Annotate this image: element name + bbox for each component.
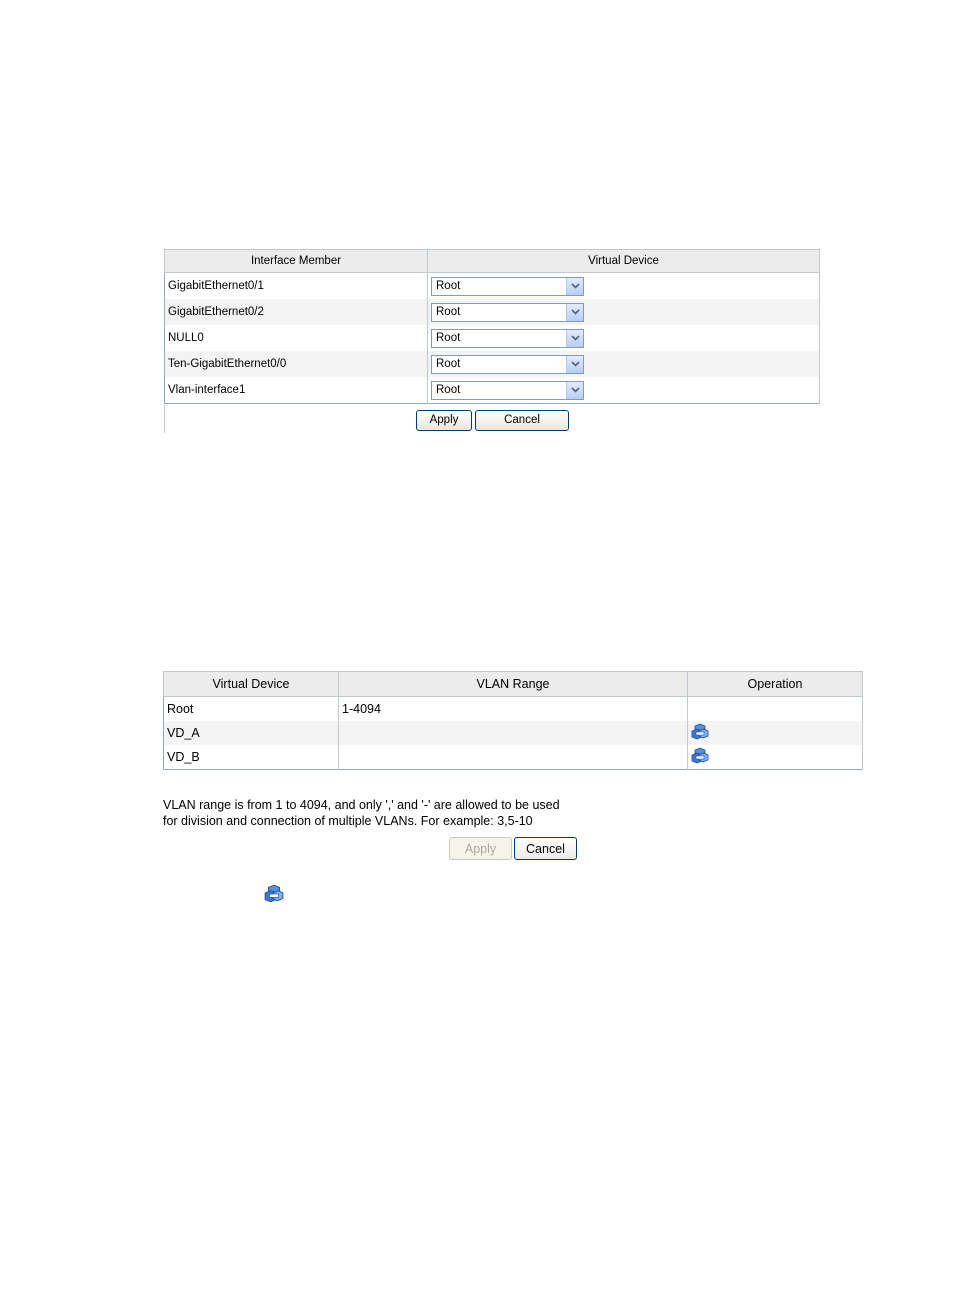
operation-cell	[688, 697, 863, 722]
cancel-button[interactable]: Cancel	[475, 410, 569, 431]
interface-name: Ten-GigabitEthernet0/0	[165, 351, 428, 377]
table-row	[165, 351, 820, 377]
select-value: Root	[436, 279, 461, 292]
table-row	[164, 745, 863, 770]
virtual-device-select[interactable]	[431, 277, 584, 296]
chevron-down-icon[interactable]	[566, 330, 583, 347]
vlan-range-value	[339, 745, 688, 770]
table-header-row	[165, 250, 820, 273]
vlan-range-table	[163, 671, 863, 770]
apply-button[interactable]: Apply	[416, 410, 472, 431]
virtual-device-name: Root	[164, 697, 339, 722]
panel-left-edge	[164, 405, 165, 433]
table-row	[164, 721, 863, 745]
cancel-button[interactable]: Cancel	[514, 837, 577, 860]
header-virtual-device: Virtual Device	[164, 672, 339, 697]
table-row	[165, 273, 820, 300]
select-value: Root	[436, 305, 461, 318]
table-header-row	[164, 672, 863, 697]
interface-member-table	[164, 249, 820, 404]
hint-line-1: VLAN range is from 1 to 4094, and only ',' and '-' are allowed to be used	[163, 798, 560, 812]
configure-icon[interactable]	[691, 747, 709, 767]
interface-name: GigabitEthernet0/1	[165, 273, 428, 300]
interface-name: Vlan-interface1	[165, 377, 428, 404]
chevron-down-icon[interactable]	[566, 356, 583, 373]
interface-name: NULL0	[165, 325, 428, 351]
select-value: Root	[436, 357, 461, 370]
virtual-device-select[interactable]	[431, 355, 584, 374]
table-row	[165, 299, 820, 325]
interface-button-row	[416, 410, 569, 431]
table-row	[165, 325, 820, 351]
apply-button[interactable]: Apply	[449, 837, 512, 860]
virtual-device-select[interactable]	[431, 381, 584, 400]
interface-name: GigabitEthernet0/2	[165, 299, 428, 325]
virtual-device-name: VD_B	[164, 745, 339, 770]
vlan-range-value: 1-4094	[339, 697, 688, 722]
header-vlan-range: VLAN Range	[339, 672, 688, 697]
chevron-down-icon[interactable]	[566, 382, 583, 399]
interface-assignment-panel	[164, 249, 820, 426]
header-interface-member: Interface Member	[165, 250, 428, 273]
operation-cell	[688, 721, 863, 745]
operation-cell	[688, 745, 863, 770]
virtual-device-select[interactable]	[431, 329, 584, 348]
header-operation: Operation	[688, 672, 863, 697]
vlan-button-row	[449, 837, 577, 860]
chevron-down-icon[interactable]	[566, 278, 583, 295]
table-row	[164, 697, 863, 722]
virtual-device-select[interactable]	[431, 303, 584, 322]
header-virtual-device: Virtual Device	[428, 250, 820, 273]
configure-icon	[264, 884, 284, 908]
virtual-device-name: VD_A	[164, 721, 339, 745]
vlan-range-hint	[163, 797, 623, 829]
vlan-range-value	[339, 721, 688, 745]
hint-line-2: for division and connection of multiple VLANs. For example: 3,5-10	[163, 814, 533, 828]
table-row	[165, 377, 820, 404]
chevron-down-icon[interactable]	[566, 304, 583, 321]
select-value: Root	[436, 331, 461, 344]
configure-icon[interactable]	[691, 723, 709, 743]
select-value: Root	[436, 383, 461, 396]
vlan-allocation-panel	[163, 671, 863, 770]
